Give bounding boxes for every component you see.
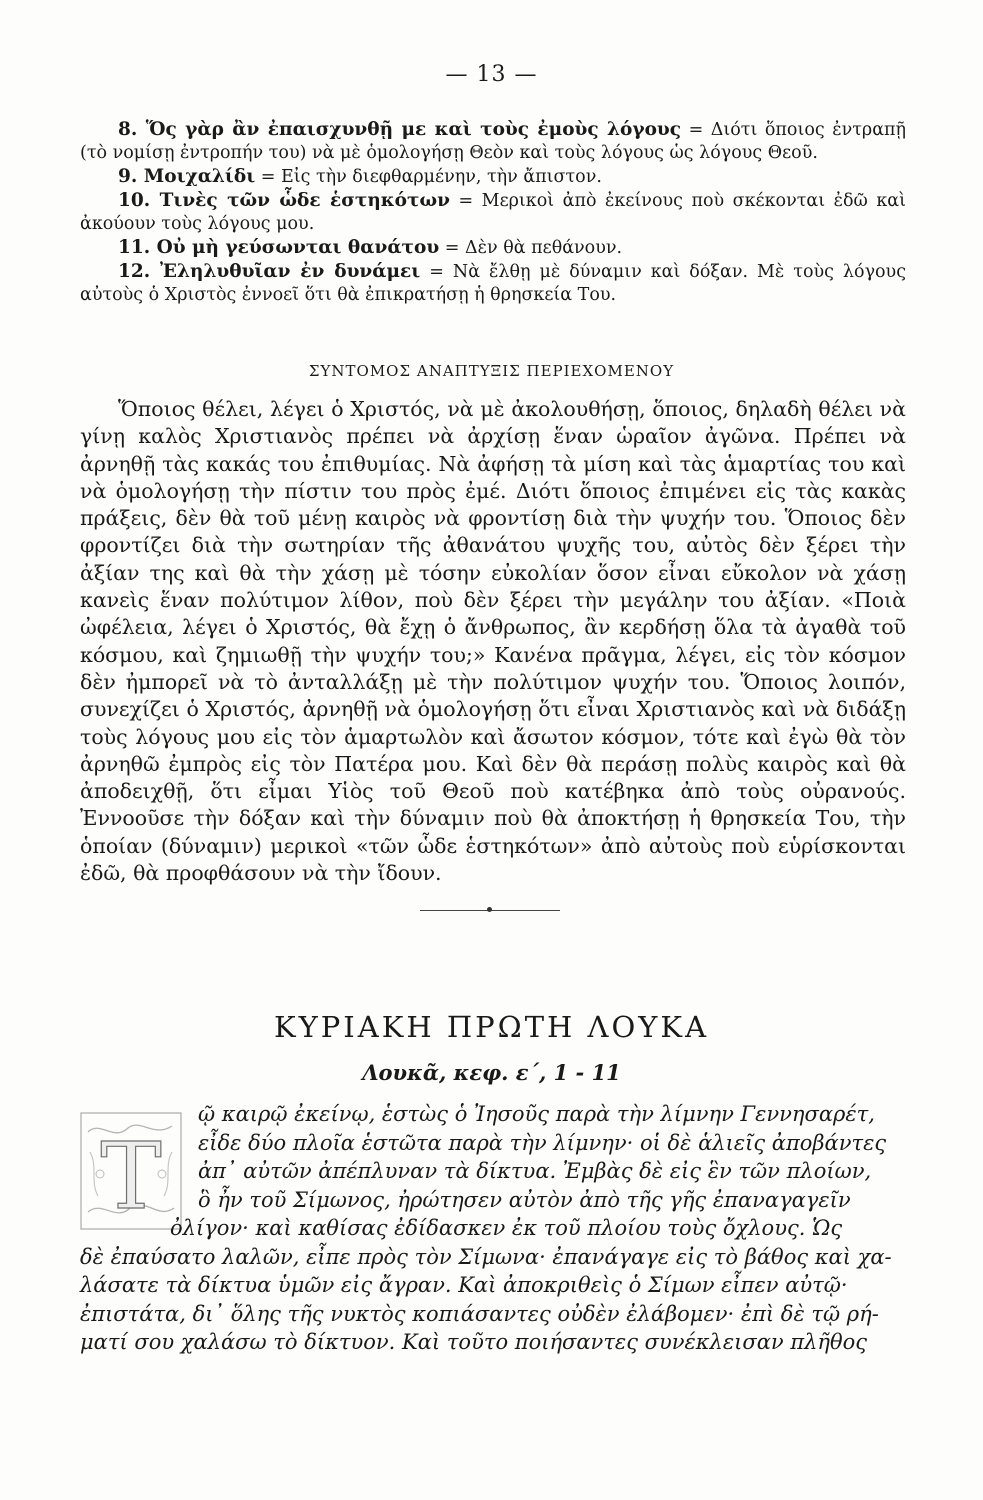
note-text: = Μερικοὶ ἀπὸ ἐκείνους ποὺ σκέκονται ἐδῶ καὶ ἀκούουν τοὺς λόγους μου. bbox=[80, 191, 906, 234]
gospel-line: ὃ ἦν τοῦ Σίμωνος, ἠρώτησεν αὐτὸν ἀπὸ τῆς γῆς ἐπαναγαγεῖν bbox=[198, 1187, 851, 1212]
gospel-line: ἐπιστάτα, δι᾿ ὅλης τῆς νυκτὸς κοπιάσαντες οὐδὲν ἐλάβομεν· ἐπὶ δὲ τῷ ρή- bbox=[80, 1301, 879, 1326]
note-head: 9. Μοιχαλίδι bbox=[118, 166, 256, 187]
summary-section bbox=[80, 396, 906, 887]
gospel-line: εἶδε δύο πλοῖα ἑστῶτα παρὰ τὴν λίμνην· οἱ δὲ ἁλιεῖς ἀποβάντες bbox=[198, 1130, 887, 1155]
note-text: = Νὰ ἔλθῃ μὲ δύναμιν καὶ δόξαν. Μὲ τοὺς λόγους αὐτοὺς ὁ Χριστὸς ἐννοεῖ ὅτι θὰ ἐπικρατήσῃ ἡ θρησκεία Του. bbox=[80, 262, 906, 305]
note-12 bbox=[80, 260, 906, 307]
page-number: — 13 — bbox=[445, 62, 538, 87]
note-9 bbox=[80, 165, 906, 189]
note-text: = Διότι ὅποιος ἐντραπῇ (τὸ νομίσῃ ἐντροπήν του) νὰ μὲ ὁμολογήσῃ Θεὸν καὶ τοὺς λόγους ὡς λόγους Θεοῦ. bbox=[80, 120, 906, 163]
note-head: 10. Τινὲς τῶν ὧδε ἑστηκότων bbox=[118, 190, 450, 211]
divider-dot bbox=[487, 907, 492, 912]
note-head: 8. Ὅς γὰρ ἂν ἐπαισχυνθῇ με καὶ τοὺς ἐμοὺς λόγους bbox=[118, 119, 682, 140]
scripture-reference: Λουκᾶ, κεφ. ε΄, 1 - 11 bbox=[362, 1060, 621, 1085]
gospel-line: ῷ καιρῷ ἐκείνῳ, ἑστὼς ὁ Ἰησοῦς παρὰ τὴν λίμνην Γεννησαρέτ, bbox=[198, 1102, 875, 1126]
gospel-line: ὀλίγον· καὶ καθίσας ἐδίδασκεν ἐκ τοῦ πλοίου τοὺς ὄχλους. Ὡς bbox=[170, 1216, 843, 1240]
gospel-line: λάσατε τὰ δίκτυα ὑμῶν εἰς ἄγραν. Καὶ ἀποκριθεὶς ὁ Σίμων εἶπεν αὐτῷ· bbox=[80, 1273, 848, 1297]
note-11 bbox=[80, 236, 906, 260]
gospel-line: ματί σου χαλάσω τὸ δίκτυον. Καὶ τοῦτο ποιήσαντες συνέκλεισαν πλῆθος bbox=[80, 1330, 868, 1354]
sunday-title: ΚΥΡΙΑΚΗ ΠΡΩΤΗ ΛΟΥΚΑ bbox=[273, 1010, 710, 1044]
note-head: 12. Ἐληλυθυῖαν ἐν δυνάμει bbox=[118, 261, 421, 282]
note-text: = Δὲν θὰ πεθάνουν. bbox=[439, 238, 623, 258]
dropcap-letter: Τ bbox=[100, 1123, 162, 1230]
note-text: = Εἰς τὴν διεφθαρμένην, τὴν ἄπιστον. bbox=[255, 167, 602, 187]
summary-paragraph: Ὅποιος θέλει, λέγει ὁ Χριστός, νὰ μὲ ἀκολουθήσῃ, ὅποιος, δηλαδὴ θέλει νὰ γίνῃ καλὸς Χριστιανὸς πρέπει νὰ ἀρχίσῃ ἕναν ὡραῖον ἀγῶνα. Πρέπει νὰ ἀρνηθῇ τὰς κακάς του ἐπιθυμίας. Νὰ ἀφήσῃ τὰ μίση καὶ τὰς ἁμαρτίας του καὶ νὰ ὁμολογήσῃ τὴν πίστιν του πρὸς ἐμέ. Διότι ὅποιος ἐπιμένει εἰς τὰς κακὰς πράξεις, δὲν θὰ τοῦ μένῃ καιρὸς νὰ φροντίσῃ διὰ τὴν ψυχήν του. Ὅποιος δὲν φροντίζει διὰ τὴν σωτηρίαν τῆς ἀθανάτου ψυχῆς του, αὐτὸς δὲν ξέρει τὴν ἀξίαν της καὶ θὰ τὴν χάσῃ μὲ τόσην εὐκολίαν ὅσον εἶναι εὔκολον νὰ χάσῃ κανεὶς ἕναν πολύτιμον λίθον, ποὺ δὲν ξέρει τὴν μεγάλην του ἀξίαν. «Ποιὰ ὠφέλεια, λέγει ὁ Χριστός, θὰ ἔχῃ ὁ ἄνθρωπος, ἂν κερδήσῃ ὅλα τὰ ἀγαθὰ τοῦ κόσμου, καὶ ζημιωθῇ τὴν ψυχήν του;» Κανένα πρᾶγμα, λέγει, εἰς τὸν κόσμον δὲν ἠμπορεῖ νὰ τὸ ἀνταλλάξῃ μὲ τὴν πολύτιμον ψυχήν του. Ὅποιος λοιπόν, συνεχίζει ὁ Χριστός, ἀρνηθῇ νὰ ὁμολογήσῃ ὅτι εἶναι Χριστιανὸς καὶ νὰ διδάξῃ τοὺς λόγους μου εἰς τὸν ἁμαρτωλὸν καὶ ἄσωτον κόσμον, τότε καὶ ἐγὼ θὰ τὸν ἀρνηθῶ ἐμπρὸς εἰς τὸν Πατέρα μου. Καὶ δὲν θὰ περάσῃ πολὺς καιρὸς καὶ θὰ ἀποδειχθῇ, ὅτι εἶμαι Υἱὸς τοῦ Θεοῦ ποὺ κατέβηκα ἀπὸ τοὺς οὐρανούς. Ἐννοοῦσε τὴν δόξαν καὶ τὴν δύναμιν ποὺ θὰ ἀποκτήσῃ ἡ θρησκεία Του, τὴν ὁποίαν (δύναμιν) μερικοὶ «τῶν ὧδε ἑστηκότων» ἀπὸ αὐτοὺς ποὺ εὑρίσκονται ἐδῶ, θὰ προφθάσουν νὰ τὴν ἴδουν. bbox=[80, 397, 906, 886]
note-8 bbox=[80, 118, 906, 165]
gospel-text bbox=[80, 1100, 906, 1357]
summary-heading: ΣΥΝΤΟΜΟΣ ΑΝΑΠΤΥΞΙΣ ΠΕΡΙΕΧΟΜΕΝΟΥ bbox=[308, 362, 675, 380]
notes-section bbox=[80, 118, 906, 307]
note-10 bbox=[80, 189, 906, 236]
gospel-line: ἀπ᾿ αὐτῶν ἀπέπλυναν τὰ δίκτυα. Ἐμβὰς δὲ εἰς ἓν τῶν πλοίων, bbox=[198, 1159, 872, 1183]
gospel-line: δὲ ἐπαύσατο λαλῶν, εἶπε πρὸς τὸν Σίμωνα· ἐπανάγαγε εἰς τὸ βάθος καὶ χα- bbox=[80, 1244, 892, 1269]
note-head: 11. Οὐ μὴ γεύσωνται θανάτου bbox=[118, 237, 440, 258]
